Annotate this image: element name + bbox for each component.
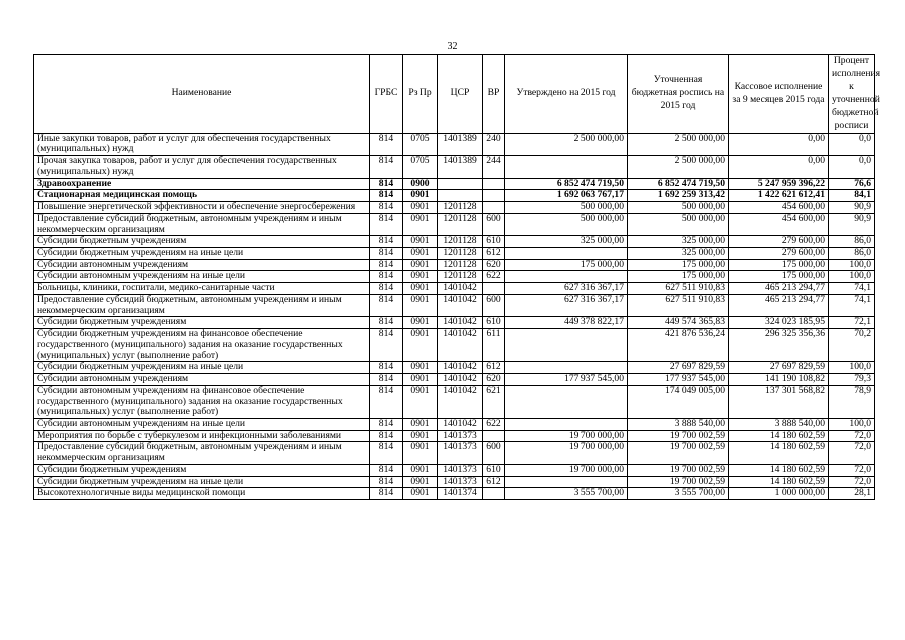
cell-refined: 421 876 536,24: [628, 329, 729, 362]
cell-cash: 324 023 185,95: [729, 317, 829, 329]
cell-percent: 100,0: [829, 418, 875, 430]
cell-refined: 3 555 700,00: [628, 488, 729, 500]
table-row: [34, 236, 875, 248]
cell-vr: 611: [483, 329, 505, 362]
cell-cash: 14 180 602,59: [729, 476, 829, 488]
cell-cash: 14 180 602,59: [729, 464, 829, 476]
cell-vr: 240: [483, 133, 505, 155]
cell-percent: 86,0: [829, 236, 875, 248]
cell-name: Субсидии автономным учреждениям: [34, 374, 370, 386]
cell-vr: 612: [483, 247, 505, 259]
cell-vr: 620: [483, 374, 505, 386]
cell-vr: 600: [483, 294, 505, 316]
cell-percent: 74,1: [829, 294, 875, 316]
cell-vr: 612: [483, 476, 505, 488]
cell-grbs: 814: [370, 259, 403, 271]
cell-rzpr: 0901: [403, 442, 438, 464]
cell-csr: 1401042: [438, 418, 483, 430]
cell-percent: 74,1: [829, 283, 875, 295]
cell-rzpr: 0901: [403, 190, 438, 202]
cell-approved: 6 852 474 719,50: [505, 178, 628, 190]
cell-name: Мероприятия по борьбе с туберкулезом и инфекционными заболеваниями: [34, 430, 370, 442]
cell-csr: 1401373: [438, 442, 483, 464]
cell-csr: 1401042: [438, 329, 483, 362]
cell-refined: 27 697 829,59: [628, 362, 729, 374]
cell-refined: 500 000,00: [628, 213, 729, 235]
cell-rzpr: 0901: [403, 476, 438, 488]
table-row: [34, 294, 875, 316]
cell-name: Больницы, клиники, госпитали, медико-санитарные части: [34, 283, 370, 295]
table-row: [34, 190, 875, 202]
cell-csr: 1401373: [438, 476, 483, 488]
cell-cash: 3 888 540,00: [729, 418, 829, 430]
cell-vr: [483, 178, 505, 190]
cell-csr: 1401042: [438, 362, 483, 374]
header-name: Наименование: [34, 55, 370, 134]
cell-approved: 3 555 700,00: [505, 488, 628, 500]
cell-percent: 72,1: [829, 317, 875, 329]
cell-vr: 622: [483, 418, 505, 430]
cell-approved: 627 316 367,17: [505, 283, 628, 295]
cell-csr: 1401042: [438, 385, 483, 418]
cell-approved: 19 700 000,00: [505, 464, 628, 476]
cell-approved: 325 000,00: [505, 236, 628, 248]
cell-cash: 454 600,00: [729, 202, 829, 214]
table-row: [34, 488, 875, 500]
cell-rzpr: 0901: [403, 418, 438, 430]
cell-percent: 86,0: [829, 247, 875, 259]
cell-csr: 1401389: [438, 133, 483, 155]
cell-cash: 14 180 602,59: [729, 430, 829, 442]
cell-grbs: 814: [370, 202, 403, 214]
cell-name: Субсидии бюджетным учреждениям на иные цели: [34, 362, 370, 374]
cell-name: Субсидии бюджетным учреждениям на финансовое обеспечение государственного (муниципального) задания на оказание государственных (муниципальных) услуг (выполнение работ): [34, 329, 370, 362]
cell-vr: 610: [483, 317, 505, 329]
cell-percent: 0,0: [829, 133, 875, 155]
cell-percent: 90,9: [829, 202, 875, 214]
cell-name: Повышение энергетической эффективности и обеспечение энергосбережения: [34, 202, 370, 214]
cell-grbs: 814: [370, 464, 403, 476]
cell-cash: 137 301 568,82: [729, 385, 829, 418]
cell-rzpr: 0901: [403, 385, 438, 418]
cell-approved: [505, 385, 628, 418]
cell-approved: 1 692 063 767,17: [505, 190, 628, 202]
cell-rzpr: 0901: [403, 430, 438, 442]
cell-rzpr: 0901: [403, 464, 438, 476]
cell-name: Предоставление субсидий бюджетным, автономным учреждениям и иным некоммерческим организациям: [34, 294, 370, 316]
table-row: [34, 430, 875, 442]
cell-refined: 19 700 002,59: [628, 430, 729, 442]
cell-refined: 627 511 910,83: [628, 294, 729, 316]
cell-grbs: 814: [370, 190, 403, 202]
cell-rzpr: 0901: [403, 374, 438, 386]
cell-rzpr: 0901: [403, 213, 438, 235]
cell-name: Субсидии бюджетным учреждениям: [34, 464, 370, 476]
table-row: [34, 362, 875, 374]
cell-grbs: 814: [370, 329, 403, 362]
cell-name: Предоставление субсидий бюджетным, автономным учреждениям и иным некоммерческим организациям: [34, 213, 370, 235]
cell-cash: 14 180 602,59: [729, 442, 829, 464]
table-row: [34, 271, 875, 283]
cell-cash: 279 600,00: [729, 247, 829, 259]
cell-cash: 465 213 294,77: [729, 294, 829, 316]
table-row: [34, 259, 875, 271]
cell-grbs: 814: [370, 418, 403, 430]
cell-vr: [483, 488, 505, 500]
cell-approved: 449 378 822,17: [505, 317, 628, 329]
cell-rzpr: 0901: [403, 202, 438, 214]
cell-name: Субсидии бюджетным учреждениям: [34, 317, 370, 329]
cell-vr: [483, 190, 505, 202]
cell-name: Субсидии бюджетным учреждениям на иные цели: [34, 247, 370, 259]
cell-rzpr: 0901: [403, 283, 438, 295]
cell-cash: 27 697 829,59: [729, 362, 829, 374]
cell-approved: [505, 271, 628, 283]
cell-csr: 1401042: [438, 317, 483, 329]
cell-vr: [483, 430, 505, 442]
cell-percent: 90,9: [829, 213, 875, 235]
cell-csr: [438, 190, 483, 202]
cell-grbs: 814: [370, 430, 403, 442]
cell-approved: 627 316 367,17: [505, 294, 628, 316]
cell-csr: 1201128: [438, 213, 483, 235]
cell-csr: 1401389: [438, 156, 483, 178]
cell-csr: 1401373: [438, 430, 483, 442]
cell-refined: 19 700 002,59: [628, 442, 729, 464]
cell-cash: 1 422 621 612,41: [729, 190, 829, 202]
cell-cash: 0,00: [729, 156, 829, 178]
cell-rzpr: 0901: [403, 259, 438, 271]
cell-approved: 500 000,00: [505, 213, 628, 235]
cell-vr: 621: [483, 385, 505, 418]
table-row: [34, 317, 875, 329]
cell-name: Стационарная медицинская помощь: [34, 190, 370, 202]
cell-rzpr: 0901: [403, 294, 438, 316]
cell-csr: 1201128: [438, 247, 483, 259]
cell-rzpr: 0901: [403, 247, 438, 259]
cell-grbs: 814: [370, 236, 403, 248]
cell-name: Предоставление субсидий бюджетным, автономным учреждениям и иным некоммерческим организациям: [34, 442, 370, 464]
cell-percent: 100,0: [829, 271, 875, 283]
page-number: 32: [447, 41, 458, 52]
cell-percent: 100,0: [829, 362, 875, 374]
cell-grbs: 814: [370, 362, 403, 374]
cell-grbs: 814: [370, 178, 403, 190]
cell-csr: [438, 178, 483, 190]
cell-rzpr: 0705: [403, 156, 438, 178]
cell-grbs: 814: [370, 283, 403, 295]
cell-name: Субсидии бюджетным учреждениям на иные цели: [34, 476, 370, 488]
cell-grbs: 814: [370, 442, 403, 464]
cell-grbs: 814: [370, 156, 403, 178]
cell-rzpr: 0901: [403, 271, 438, 283]
cell-approved: 177 937 545,00: [505, 374, 628, 386]
cell-name: Субсидии автономным учреждениям на иные цели: [34, 418, 370, 430]
header-csr: ЦСР: [438, 55, 483, 134]
cell-approved: [505, 476, 628, 488]
cell-refined: 325 000,00: [628, 247, 729, 259]
cell-grbs: 814: [370, 213, 403, 235]
cell-grbs: 814: [370, 385, 403, 418]
cell-percent: 72,0: [829, 464, 875, 476]
cell-approved: 19 700 000,00: [505, 430, 628, 442]
header-vr: ВР: [483, 55, 505, 134]
cell-name: Высокотехнологичные виды медицинской помощи: [34, 488, 370, 500]
cell-approved: [505, 362, 628, 374]
cell-approved: [505, 418, 628, 430]
table-row: [34, 442, 875, 464]
cell-grbs: 814: [370, 133, 403, 155]
table-row: [34, 283, 875, 295]
cell-vr: 610: [483, 464, 505, 476]
cell-refined: 175 000,00: [628, 259, 729, 271]
cell-refined: 449 574 365,83: [628, 317, 729, 329]
cell-percent: 84,1: [829, 190, 875, 202]
cell-grbs: 814: [370, 476, 403, 488]
cell-rzpr: 0705: [403, 133, 438, 155]
cell-cash: 175 000,00: [729, 259, 829, 271]
cell-refined: 19 700 002,59: [628, 464, 729, 476]
cell-name: Субсидии автономным учреждениям: [34, 259, 370, 271]
cell-csr: 1401373: [438, 464, 483, 476]
cell-grbs: 814: [370, 247, 403, 259]
cell-csr: 1401042: [438, 374, 483, 386]
cell-percent: 100,0: [829, 259, 875, 271]
cell-approved: [505, 247, 628, 259]
cell-grbs: 814: [370, 271, 403, 283]
cell-name: Субсидии автономным учреждениям на финансовое обеспечение государственного (муниципального) задания на оказание государственных (муниципальных) услуг (выполнение работ): [34, 385, 370, 418]
table-row: [34, 476, 875, 488]
table-row: [34, 213, 875, 235]
cell-csr: 1201128: [438, 259, 483, 271]
header-percent: Процент исполнения к уточненной бюджетной росписи: [829, 55, 875, 134]
cell-rzpr: 0901: [403, 236, 438, 248]
cell-vr: 612: [483, 362, 505, 374]
cell-percent: 72,0: [829, 442, 875, 464]
cell-name: Субсидии бюджетным учреждениям: [34, 236, 370, 248]
cell-percent: 0,0: [829, 156, 875, 178]
cell-percent: 28,1: [829, 488, 875, 500]
cell-grbs: 814: [370, 317, 403, 329]
cell-csr: 1201128: [438, 202, 483, 214]
cell-name: Иные закупки товаров, работ и услуг для обеспечения государственных (муниципальных) нужд: [34, 133, 370, 155]
cell-vr: [483, 202, 505, 214]
table-body: [34, 133, 875, 500]
cell-rzpr: 0901: [403, 362, 438, 374]
cell-vr: 610: [483, 236, 505, 248]
table-row: [34, 418, 875, 430]
table-row: [34, 156, 875, 178]
header-refined: Уточненная бюджетная роспись на 2015 год: [628, 55, 729, 134]
cell-name: Здравоохранение: [34, 178, 370, 190]
header-cash: Кассовое исполнение за 9 месяцев 2015 года: [729, 55, 829, 134]
cell-csr: 1201128: [438, 236, 483, 248]
cell-percent: 76,6: [829, 178, 875, 190]
cell-vr: 620: [483, 259, 505, 271]
cell-name: Прочая закупка товаров, работ и услуг для обеспечения государственных (муниципальных) нужд: [34, 156, 370, 178]
cell-refined: 325 000,00: [628, 236, 729, 248]
cell-cash: 1 000 000,00: [729, 488, 829, 500]
cell-vr: 244: [483, 156, 505, 178]
cell-cash: 279 600,00: [729, 236, 829, 248]
table-row: [34, 329, 875, 362]
cell-cash: 296 325 356,36: [729, 329, 829, 362]
cell-approved: [505, 156, 628, 178]
table-row: [34, 385, 875, 418]
table-row: [34, 133, 875, 155]
cell-cash: 465 213 294,77: [729, 283, 829, 295]
budget-table: [33, 54, 881, 500]
cell-refined: 627 511 910,83: [628, 283, 729, 295]
cell-rzpr: 0900: [403, 178, 438, 190]
header-grbs: ГРБС: [370, 55, 403, 134]
cell-vr: 600: [483, 442, 505, 464]
cell-refined: 19 700 002,59: [628, 476, 729, 488]
cell-vr: [483, 283, 505, 295]
cell-refined: 174 049 005,00: [628, 385, 729, 418]
cell-csr: 1201128: [438, 271, 483, 283]
cell-cash: 0,00: [729, 133, 829, 155]
cell-vr: 622: [483, 271, 505, 283]
cell-approved: 2 500 000,00: [505, 133, 628, 155]
table-header-row: [34, 55, 875, 134]
cell-rzpr: 0901: [403, 488, 438, 500]
cell-approved: 19 700 000,00: [505, 442, 628, 464]
cell-refined: 1 692 259 313,42: [628, 190, 729, 202]
cell-percent: 78,9: [829, 385, 875, 418]
cell-name: Субсидии автономным учреждениям на иные цели: [34, 271, 370, 283]
cell-cash: 5 247 959 396,22: [729, 178, 829, 190]
cell-approved: 175 000,00: [505, 259, 628, 271]
table-row: [34, 374, 875, 386]
cell-refined: 177 937 545,00: [628, 374, 729, 386]
header-approved: Утверждено на 2015 год: [505, 55, 628, 134]
cell-grbs: 814: [370, 294, 403, 316]
cell-refined: 6 852 474 719,50: [628, 178, 729, 190]
cell-refined: 2 500 000,00: [628, 133, 729, 155]
cell-rzpr: 0901: [403, 329, 438, 362]
cell-csr: 1401042: [438, 294, 483, 316]
table-row: [34, 202, 875, 214]
cell-cash: 141 190 108,82: [729, 374, 829, 386]
cell-percent: 79,3: [829, 374, 875, 386]
cell-approved: 500 000,00: [505, 202, 628, 214]
header-rzpr: Рз Пр: [403, 55, 438, 134]
cell-refined: 3 888 540,00: [628, 418, 729, 430]
cell-refined: 2 500 000,00: [628, 156, 729, 178]
cell-percent: 70,2: [829, 329, 875, 362]
cell-cash: 175 000,00: [729, 271, 829, 283]
table-row: [34, 247, 875, 259]
cell-approved: [505, 329, 628, 362]
cell-grbs: 814: [370, 374, 403, 386]
cell-rzpr: 0901: [403, 317, 438, 329]
table-row: [34, 178, 875, 190]
cell-csr: 1401374: [438, 488, 483, 500]
cell-percent: 72,0: [829, 476, 875, 488]
cell-grbs: 814: [370, 488, 403, 500]
cell-percent: 72,0: [829, 430, 875, 442]
cell-vr: 600: [483, 213, 505, 235]
cell-cash: 454 600,00: [729, 213, 829, 235]
table-row: [34, 464, 875, 476]
cell-refined: 175 000,00: [628, 271, 729, 283]
cell-refined: 500 000,00: [628, 202, 729, 214]
cell-csr: 1401042: [438, 283, 483, 295]
